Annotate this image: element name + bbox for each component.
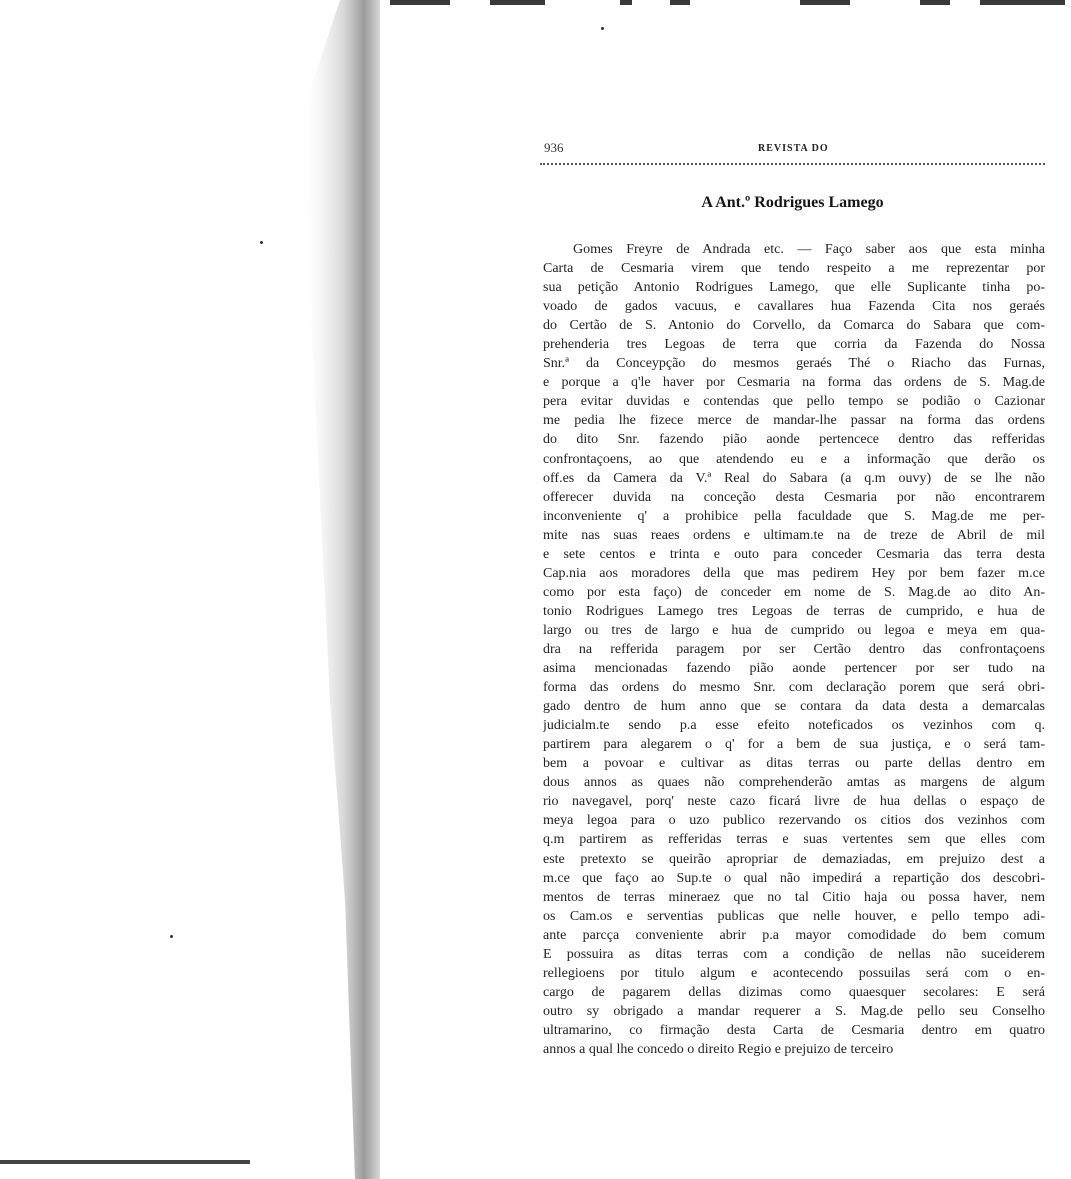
text-line: dra na refferida paragem por ser Certão dentro das confrontaçoens bbox=[543, 641, 1045, 657]
text-line: e porque a q'le haver por Cesmaria na forma das ordens de S. Mag.de bbox=[543, 375, 1045, 391]
text-line: ante parcça conveniente abrir p.a mayor comodidade do bem comum bbox=[543, 927, 1045, 943]
text-line: largo ou tres de largo e hua de cumprido ou legoa e meya em qua- bbox=[543, 622, 1045, 638]
text-line: outro sy obrigado a mandar requerer a S. Mag.de pello seu Conselho bbox=[543, 1003, 1045, 1019]
left-page-blank bbox=[0, 0, 380, 1179]
text-line: do Certão de S. Antonio do Corvello, da Comarca do Sabara que com- bbox=[543, 318, 1045, 334]
text-line: Carta de Cesmaria virem que tendo respeito a me reprezentar por bbox=[543, 261, 1045, 277]
text-line: cargo de pagarem dellas dizimas como quaesquer secolares: E será bbox=[543, 984, 1045, 1000]
text-line: voado de gados vacuus, e cavallares hua Fazenda Cita nos geraés bbox=[543, 299, 1045, 315]
text-line: q.m partirem as refferidas terras e suas vertentes sem que elles com bbox=[543, 832, 1045, 848]
text-line: off.es da Camera da V.ª Real do Sabara (a q.m ouvy) de se lhe não bbox=[543, 470, 1045, 486]
ink-speck bbox=[170, 935, 173, 938]
text-line: me pedia lhe fizece merce de mandar-lhe passar na forma das ordens bbox=[543, 413, 1045, 429]
text-line: do dito Snr. fazendo pião aonde pertencece dentro das refferidas bbox=[543, 432, 1045, 448]
text-line: rio navegavel, porq' neste cazo ficará livre de hua dellas o espaço de bbox=[543, 794, 1045, 810]
text-line: mite nas suas reaes ordens e ultimam.te na de treze de Abril de mil bbox=[543, 527, 1045, 543]
page-number: 936 bbox=[544, 140, 564, 155]
ink-speck bbox=[260, 241, 263, 244]
header-rule bbox=[540, 163, 1045, 165]
text-line: inconveniente q' a prohibice pella faculdade que S. Mag.de me per- bbox=[543, 508, 1045, 524]
text-line: meya legoa para o uzo publico rezervando os citios dos vezinhos com bbox=[543, 813, 1045, 829]
text-line: judicialm.te sendo p.a esse efeito noteficados os vezinhos com q. bbox=[543, 718, 1045, 734]
text-line: tonio Rodrigues Lamego tres Legoas de terras de cumprido, e hua de bbox=[543, 603, 1045, 619]
page-header bbox=[540, 140, 1045, 162]
edge-mark bbox=[670, 0, 690, 5]
text-line: partirem para alegarem o q' for a bem de sua justiça, e o será tam- bbox=[543, 737, 1045, 753]
edge-mark bbox=[920, 0, 950, 5]
text-line: confrontaçoens, ao que atendendo eu e a informação que derão os bbox=[543, 451, 1045, 467]
text-line: Gomes Freyre de Andrada etc. — Faço saber aos que esta minha bbox=[573, 242, 1045, 257]
ink-speck bbox=[601, 27, 604, 30]
edge-mark bbox=[980, 0, 1065, 5]
text-line: os Cam.os e serventias publicas que nelle houver, e pello tempo adi- bbox=[543, 908, 1045, 924]
text-line: ultramarino, co firmação desta Carta de Cesmaria dentro em quatro bbox=[543, 1022, 1045, 1038]
text-line: e sete centos e trinta e outo para conceder Cesmaria das terra desta bbox=[543, 546, 1045, 562]
text-line: E possuira as ditas terras com a condição de nellas não suceiderem bbox=[543, 946, 1045, 962]
running-head: REVISTA DO bbox=[758, 143, 829, 154]
text-line: mentos de terras mineraez que no tal Citio haja ou possa haver, nem bbox=[543, 889, 1045, 905]
text-line: este pretexto se queirão apropriar de demaziadas, em prejuizo dest a bbox=[543, 851, 1045, 867]
edge-mark bbox=[390, 0, 450, 5]
edge-mark bbox=[800, 0, 850, 5]
text-line: pera evitar duvidas e contendas que pello tempo se podião o Cazionar bbox=[543, 394, 1045, 410]
text-line: Cap.nia aos moradores della que mas pedirem Hey por bem fazer m.ce bbox=[543, 565, 1045, 581]
body-text bbox=[543, 240, 1045, 1059]
text-line: como por esta faço) de conceder em nome de S. Mag.de ao dito An- bbox=[543, 584, 1045, 600]
text-line: sua petição Antonio Rodrigues Lamego, que elle Suplicante tinha po- bbox=[543, 280, 1045, 296]
top-edge-marks bbox=[380, 0, 1071, 10]
edge-mark bbox=[620, 0, 632, 5]
text-line: Snr.ª da Conceypção do mesmos geraés Thé o Riacho das Furnas, bbox=[543, 356, 1045, 372]
text-line: annos a qual lhe concedo o direito Regio e prejuizo de terceiro bbox=[543, 1041, 894, 1057]
text-line: bem a povoar e cultivar as ditas terras ou parte dellas dentro em bbox=[543, 756, 1045, 772]
document-title: A Ant.º Rodrigues Lamego bbox=[701, 194, 884, 211]
text-line: dous annos as quaes não comprehenderão amtas as margens de algum bbox=[543, 775, 1045, 791]
edge-mark bbox=[490, 0, 545, 5]
text-line: rellegioens por titulo algum e acontecendo possuilas será com o en- bbox=[543, 965, 1045, 981]
text-line: forma das ordens do mesmo Snr. com declaração porem que será obri- bbox=[543, 680, 1045, 696]
text-line: offerecer duvida na conceção desta Cesmaria por não encontrarem bbox=[543, 489, 1045, 505]
text-line: asima mencionadas fazendo pião aonde pertencer por ser tudo na bbox=[543, 661, 1045, 677]
text-line: prehenderia tres Legoas de terra que corria da Fazenda do Nossa bbox=[543, 337, 1045, 353]
text-line: gado dentro de hum anno que se contara da data desta a demarcalas bbox=[543, 699, 1045, 715]
text-line: m.ce que faço ao Sup.te o qual não impedirá a repartição dos descobri- bbox=[543, 870, 1045, 886]
